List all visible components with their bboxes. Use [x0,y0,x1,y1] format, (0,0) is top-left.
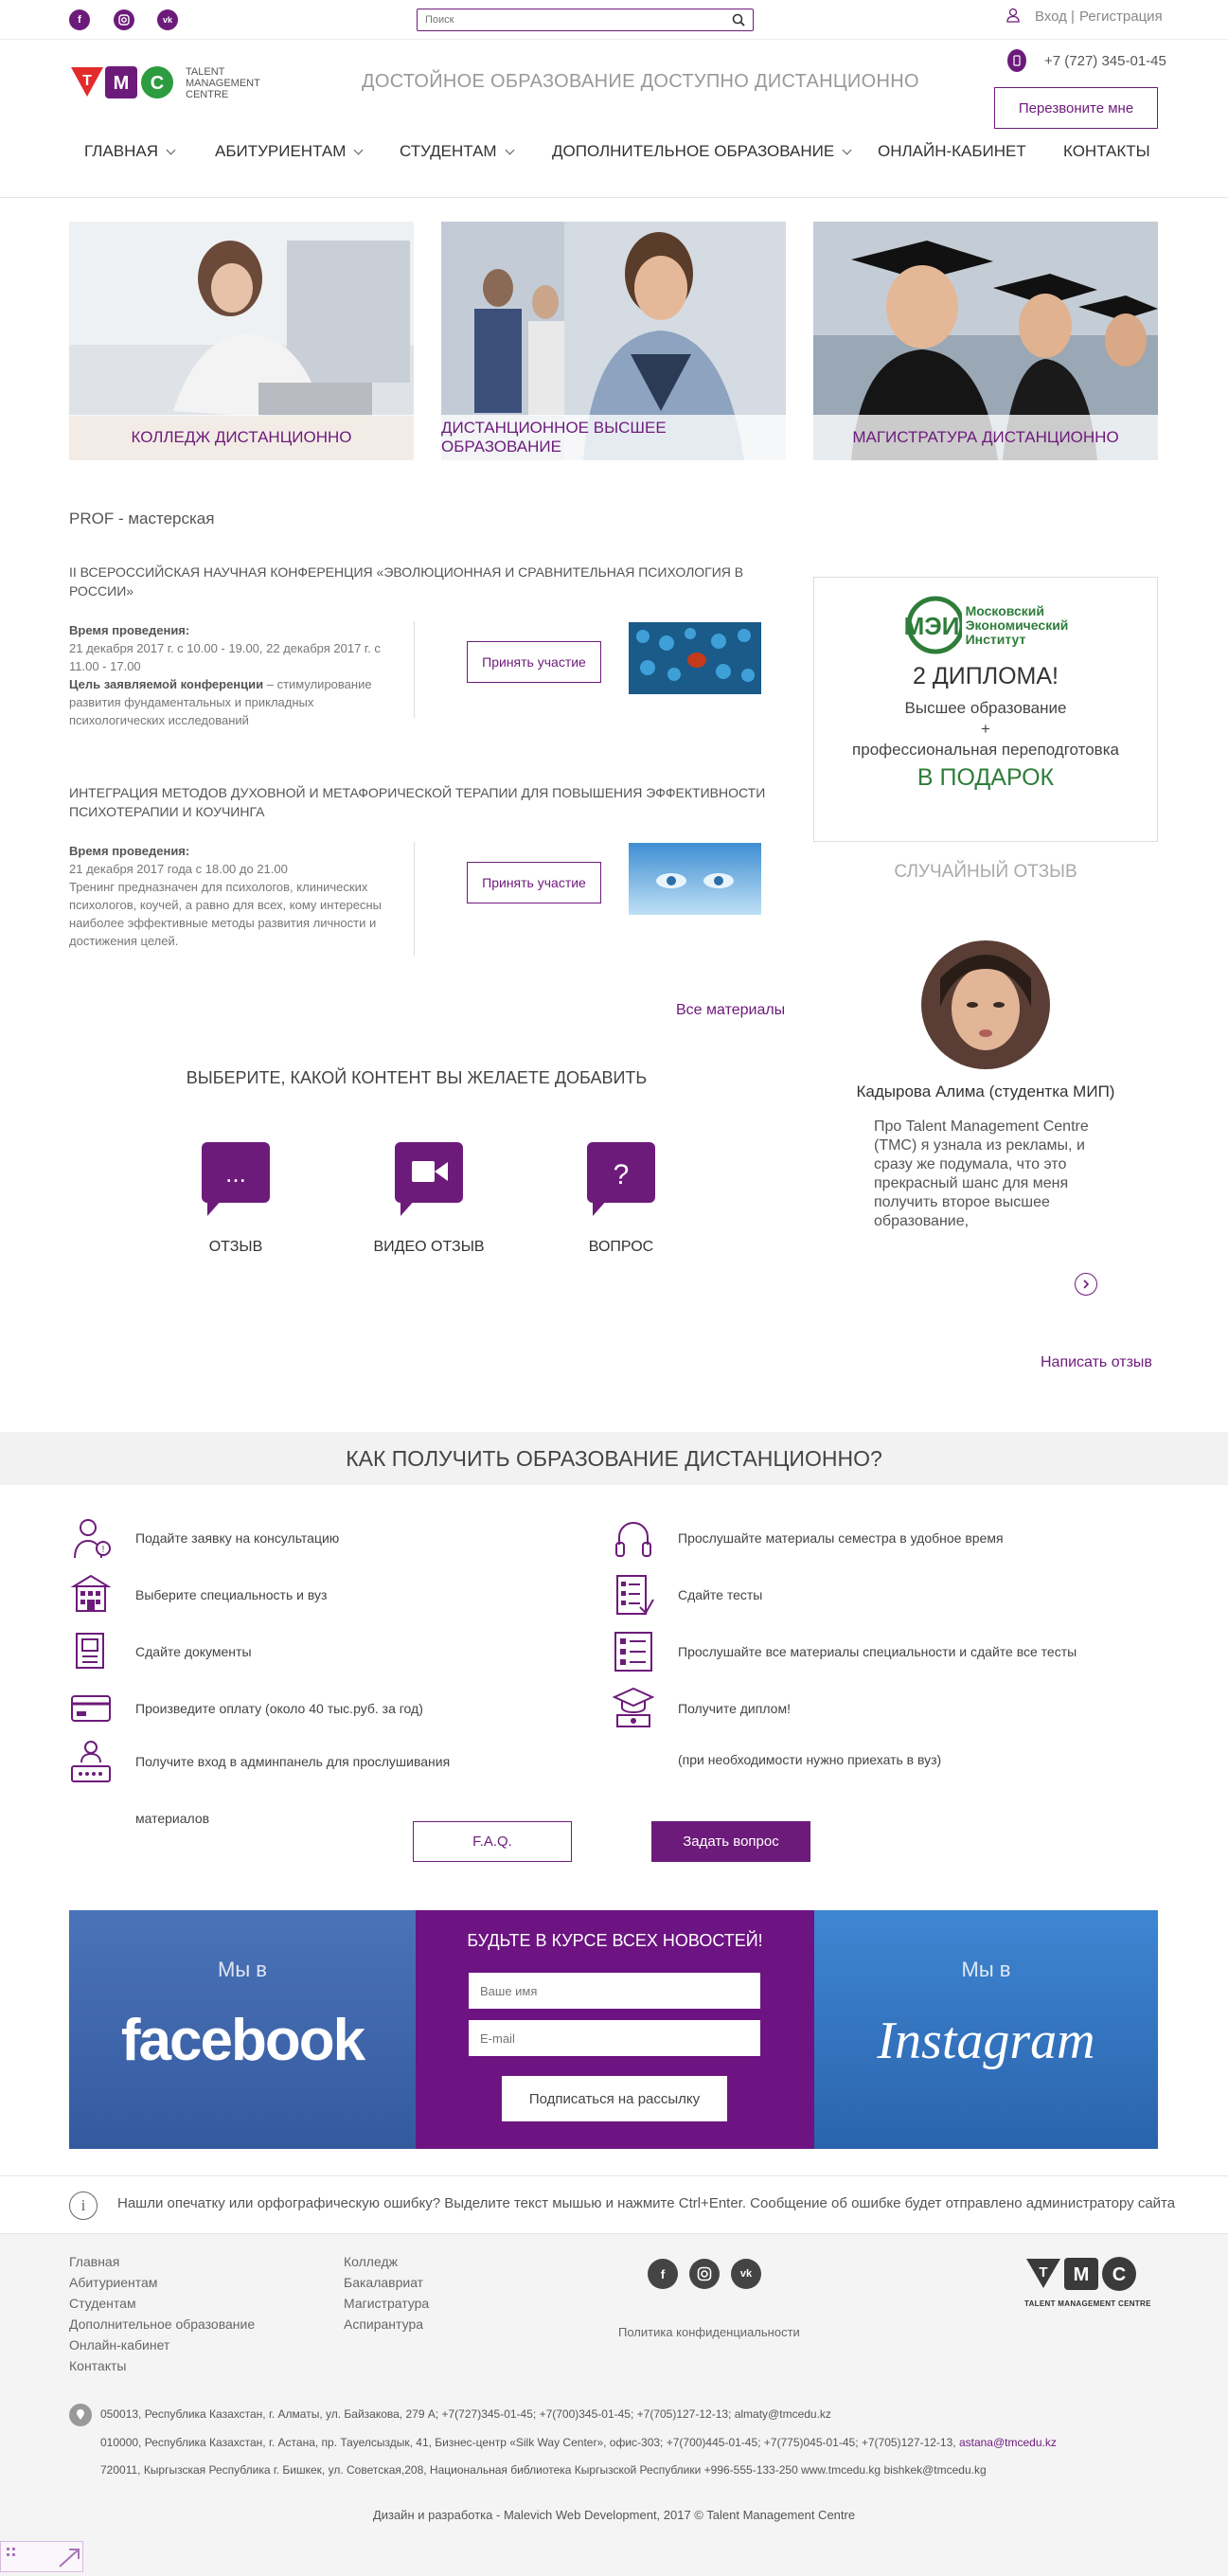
instagram-icon[interactable] [114,9,134,30]
step-item-note: (при необходимости нужно приехать в вуз) [678,1752,942,1767]
participate-button[interactable]: Принять участие [467,862,601,903]
card-college[interactable] [69,222,414,460]
svg-text:T: T [82,73,92,89]
section-title: PROF - мастерская [69,510,215,528]
chat-bubble-icon [202,1142,270,1205]
svg-text:?: ? [613,1159,630,1190]
faq-button[interactable]: F.A.Q. [413,1821,572,1862]
step-item: Сдайте тесты [612,1573,762,1617]
card-caption: КОЛЛЕДЖ ДИСТАНЦИОННО [69,415,414,460]
tagline: ДОСТОЙНОЕ ОБРАЗОВАНИЕ ДОСТУПНО ДИСТАНЦИОННО [362,71,919,92]
svg-text:M: M [1073,2264,1090,2285]
step-item: Сдайте документы [69,1630,252,1673]
nav-contacts[interactable]: КОНТАКТЫ [1063,142,1150,160]
next-review-arrow-icon[interactable] [1075,1273,1097,1296]
callback-button[interactable]: Перезвоните мне [994,87,1158,129]
tests-icon [612,1573,655,1617]
login-separator: | [1071,9,1075,25]
footer-link[interactable]: Дополнительное образование [69,2317,256,2332]
instagram-wordmark: Instagram [877,2012,1095,2070]
nav-applicants[interactable]: АБИТУРИЕНТАМ [215,142,362,161]
promo-line: Высшее образование [904,699,1067,717]
promo-banner[interactable] [813,577,1158,842]
add-question-option[interactable] [550,1142,692,1256]
card-higher-education[interactable] [441,222,786,460]
chevron-down-icon [167,145,176,154]
nav-home[interactable]: ГЛАВНАЯ [84,142,174,161]
step-item: Получите вход в админпанель для прослушивания [69,1740,450,1783]
nav-additional-education[interactable]: ДОПОЛНИТЕЛЬНОЕ ОБРАЗОВАНИЕ [552,142,850,161]
footer-link[interactable]: Аспирантура [344,2317,424,2332]
step-item: Произведите оплату (около 40 тыс.руб. за год) [69,1687,423,1730]
footer-link[interactable]: Онлайн-кабинет [69,2337,170,2352]
card-caption: МАГИСТРАТУРА ДИСТАНЦИОННО [813,415,1158,460]
consultation-icon [69,1516,113,1560]
footer-link[interactable]: Главная [69,2254,120,2269]
name-field[interactable] [469,1973,760,2009]
instagram-icon[interactable] [689,2259,720,2289]
diploma-icon [612,1687,655,1730]
search-icon[interactable] [729,10,748,29]
review-text: Про Talent Management Centre (ТМС) я узнала из рекламы, и сразу же подумала, что это прекрасный шанс для меня получить второе высшее образование, [874,1118,1089,1229]
event-image [629,622,761,694]
svg-text:...: ... [225,1159,246,1188]
phone-number[interactable]: +7 (727) 345-01-45 [1044,53,1166,69]
headphones-icon [612,1516,655,1560]
footer-link[interactable]: Студентам [69,2296,136,2311]
svg-text:T: T [1039,2264,1048,2281]
newsletter-title: БУДЬТЕ В КУРСЕ ВСЕХ НОВОСТЕЙ! [467,1931,763,1950]
vk-icon[interactable]: vk [157,9,178,30]
privacy-policy-link[interactable]: Политика конфиденциальности [618,2325,800,2339]
svg-text:M: M [113,73,130,94]
option-label: ВИДЕО ОТЗЫВ [373,1239,485,1255]
video-camera-icon [395,1142,463,1205]
footer-link[interactable]: Контакты [69,2358,127,2373]
facebook-icon[interactable]: f [648,2259,678,2289]
card-caption: ДИСТАНЦИОННОЕ ВЫСШЕЕ ОБРАЗОВАНИЕ [441,415,786,460]
mei-logo: МЭИ Московский Экономический Институт [814,591,1157,659]
payment-card-icon [69,1687,113,1730]
event-title[interactable]: ИНТЕГРАЦИЯ МЕТОДОВ ДУХОВНОЙ И МЕТАФОРИЧЕСКОЙ ТЕРАПИИ ДЛЯ ПОВЫШЕНИЯ ЭФФЕКТИВНОСТИ ПСИХОТЕРАПИИ И КОУЧИНГА [69,785,766,819]
admin-login-icon [69,1740,113,1783]
all-materials-icon [612,1630,655,1673]
svg-text:!: ! [101,1545,105,1555]
address-astana: 010000, Республика Казахстан, г. Астана, пр. Тауелсыздык, 41, Бизнес-центр «Silk Way Center», офис-303; +7(700)445-01-45; +7(775)045-01-45; +7(705)127-12-13, astana@tmcedu.kz [100,2436,1057,2449]
add-review-option[interactable] [165,1142,307,1256]
error-notice-text: Нашли опечатку или орфографическую ошибку? Выделите текст мышью и нажмите Ctrl+Enter. Сообщение об ошибке будет отправлено администратору сайта [117,2195,1176,2211]
phone-icon [1007,49,1026,72]
footer-link[interactable]: Бакалавриат [344,2275,424,2290]
address-bishkek: 720011, Кыргызская Республика г. Бишкек, ул. Советская,208, Национальная библиотека Кыргызской Республики +996-555-133-250 www.tmcedu.kg bishkek@tmcedu.kg [100,2463,987,2477]
ask-question-button[interactable]: Задать вопрос [651,1821,810,1862]
promo-line: профессиональная переподготовка [852,741,1119,759]
scroll-up-widget[interactable] [0,2541,83,2572]
email-field[interactable] [469,2020,760,2056]
address-almaty: 050013, Республика Казахстан, г. Алматы, ул. Байзакова, 279 А; +7(727)345-01-45; +7(700)345-01-45; +7(705)127-12-13; almaty@tmcedu.kz [100,2407,831,2421]
header-divider [0,197,1228,198]
step-item-continuation: материалов [135,1811,210,1826]
option-label: ОТЗЫВ [208,1239,263,1255]
footer-logo[interactable]: T M C TALENT MANAGEMENT CENTRE [1024,2256,1159,2308]
chevron-down-icon [843,145,852,154]
location-pin-icon [69,2404,92,2426]
login-link[interactable]: Вход [1035,9,1067,25]
step-item: ! Подайте заявку на консультацию [69,1516,339,1560]
add-video-review-option[interactable] [358,1142,500,1256]
university-icon [69,1573,113,1617]
footer-links-col2 [344,2251,429,2334]
svg-text:C: C [1112,2264,1127,2285]
avatar [921,940,1050,1069]
event-details: Время проведения: 21 декабря 2017 г. с 10.00 - 19.00, 22 декабря 2017 г. с 11.00 - 17.00 Цель заявляемой конференции – стимулирование развития фундаментальных и прикладных психологических исследований [69,621,415,718]
promo-headline: 2 ДИПЛОМА! [912,663,1059,689]
event-image [629,843,761,915]
participate-button[interactable]: Принять участие [467,641,601,683]
step-item: Прослушайте материалы семестра в удобное время [612,1516,1004,1560]
promo-plus: + [981,720,990,738]
write-review-link[interactable]: Написать отзыв [1041,1354,1152,1370]
logo-subtext: TALENT MANAGEMENT CENTRE [186,66,260,100]
event-title[interactable]: II ВСЕРОССИЙСКАЯ НАУЧНАЯ КОНФЕРЕНЦИЯ «ЭВОЛЮЦИОННАЯ И СРАВНИТЕЛЬНАЯ ПСИХОЛОГИЯ В РОССИИ» [69,564,744,599]
footer-link[interactable]: Абитуриентам [69,2275,158,2290]
option-label: ВОПРОС [588,1239,654,1255]
main-nav [69,142,1158,170]
facebook-block[interactable]: Мы в facebook [69,1910,416,2149]
random-review-title: СЛУЧАЙНЫЙ ОТЗЫВ [894,862,1077,882]
card-masters[interactable] [813,222,1158,460]
search-input[interactable] [417,9,754,31]
facebook-icon[interactable]: f [69,9,90,30]
svg-text:C: C [150,73,165,94]
nav-students[interactable]: СТУДЕНТАМ [400,142,513,161]
register-link[interactable]: Регистрация [1079,9,1163,25]
all-materials-link[interactable]: Все материалы [676,1002,786,1018]
footer-link[interactable]: Колледж [344,2254,398,2269]
subscribe-button[interactable]: Подписаться на рассылку [502,2076,727,2121]
question-icon [587,1142,655,1205]
promo-gift: В ПОДАРОК [917,764,1055,791]
reviewer-name: Кадырова Алима (студентка МИП) [856,1082,1115,1100]
footer-link[interactable]: Магистратура [344,2296,430,2311]
step-item: Получите диплом! [612,1687,791,1730]
facebook-wordmark: facebook [120,2008,365,2073]
step-item: Прослушайте все материалы специальности и сдайте все тесты [612,1630,1077,1673]
copyright: Дизайн и разработка - Malevich Web Development, 2017 © Talent Management Centre [372,2508,856,2522]
step-item: Выберите специальность и вуз [69,1573,327,1617]
svg-text:МЭИ: МЭИ [903,612,959,640]
info-icon: i [69,2191,98,2220]
user-icon [1006,8,1020,27]
vk-icon[interactable]: vk [731,2259,761,2289]
choose-content-title: ВЫБЕРИТЕ, КАКОЙ КОНТЕНТ ВЫ ЖЕЛАЕТЕ ДОБАВИТЬ [186,1068,648,1087]
chevron-down-icon [505,145,514,154]
event-details: Время проведения: 21 декабря 2017 года с 18.00 до 21.00 Тренинг предназначен для психологов, клинических психологов, коучей, а равно для всех, кому интересны наиболее эффективные методы развития личности и достижения целей. [69,842,415,956]
footer-links-col1 [69,2251,255,2376]
nav-online-cabinet[interactable]: ОНЛАЙН-КАБИНЕТ [878,142,1026,160]
chevron-down-icon [354,145,364,154]
documents-icon [69,1630,113,1673]
how-title: КАК ПОЛУЧИТЬ ОБРАЗОВАНИЕ ДИСТАНЦИОННО? [0,1432,1228,1485]
instagram-block[interactable]: Мы в Instagram [814,1910,1158,2149]
